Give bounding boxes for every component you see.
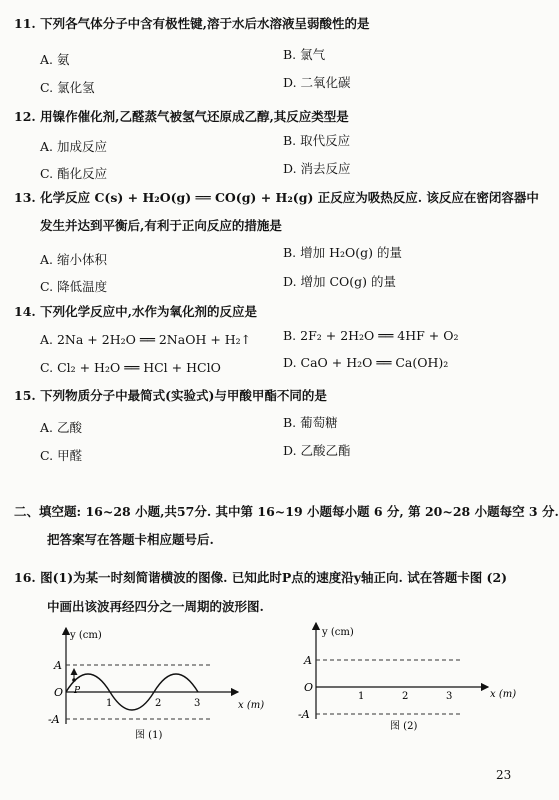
fig1-tick-2: 2	[155, 698, 162, 709]
fig2-amp-neg-a: -A	[298, 708, 310, 721]
fig2-tick-2: 2	[402, 691, 409, 702]
q15-stem: 15. 下列物质分子中最简式(实验式)与甲酸甲酯不同的是	[14, 388, 327, 403]
q14-stem: 14. 下列化学反应中,水作为氧化剂的反应是	[14, 304, 257, 319]
q11-option-c: C. 氯化氢	[40, 80, 95, 95]
q15-option-d: D. 乙酸乙酯	[283, 443, 351, 458]
section2-line1: 二、填空题: 16~28 小题,共57分. 其中第 16~19 小题每小题 6 分, 第 20~28 小题每空 3 分.	[14, 504, 559, 519]
q13-stem-line1: 13. 化学反应 C(s) + H₂O(g) ══ CO(g) + H₂(g) 正反应为吸热反应. 该反应在密闭容器中	[14, 190, 539, 205]
fig1-amp-a: A	[54, 659, 62, 672]
q11-option-d: D. 二氧化碳	[283, 75, 351, 90]
q14-option-b: B. 2F₂ + 2H₂O ══ 4HF + O₂	[283, 328, 459, 343]
q11-option-b: B. 氯气	[283, 47, 326, 62]
page-number: 23	[496, 768, 512, 782]
q15-option-b: B. 葡萄糖	[283, 415, 338, 430]
q12-option-a: A. 加成反应	[40, 139, 107, 154]
fig1-amp-neg-a: -A	[48, 713, 60, 726]
q16-line2: 中画出该波再经四分之一周期的波形图.	[47, 599, 264, 614]
q12-option-d: D. 消去反应	[283, 161, 351, 176]
q13-option-b: B. 增加 H₂O(g) 的量	[283, 245, 402, 260]
q12-option-c: C. 酯化反应	[40, 166, 108, 181]
q12-option-b: B. 取代反应	[283, 133, 351, 148]
q13-option-a: A. 缩小体积	[40, 252, 107, 267]
fig1-tick-1: 1	[106, 698, 113, 709]
q15-option-c: C. 甲醛	[40, 448, 83, 463]
figure-1	[0, 620, 265, 750]
figure-2	[290, 615, 530, 745]
fig2-x-label: x (m)	[490, 689, 517, 700]
fig1-caption: 图 (1)	[135, 730, 163, 741]
fig2-tick-1: 1	[358, 691, 365, 702]
q14-option-a: A. 2Na + 2H₂O ══ 2NaOH + H₂↑	[40, 332, 252, 347]
fig1-tick-3: 3	[194, 698, 201, 709]
q11-stem: 11. 下列各气体分子中含有极性键,溶于水后水溶液呈弱酸性的是	[14, 16, 370, 31]
q13-option-d: D. 增加 CO(g) 的量	[283, 274, 397, 289]
fig1-origin: O	[54, 686, 64, 699]
fig1-y-label: y (cm)	[70, 630, 102, 641]
q13-option-c: C. 降低温度	[40, 279, 108, 294]
q11-option-a: A. 氨	[40, 52, 70, 67]
fig2-amp-a: A	[304, 654, 312, 667]
q14-option-d: D. CaO + H₂O ══ Ca(OH)₂	[283, 355, 449, 370]
fig2-tick-3: 3	[446, 691, 453, 702]
fig1-p-label: P	[74, 686, 81, 696]
q16-line1: 16. 图(1)为某一时刻简谐横波的图像. 已知此时P点的速度沿y轴正向. 试在答题卡图 (2)	[14, 570, 508, 585]
q15-option-a: A. 乙酸	[40, 420, 82, 435]
q12-stem: 12. 用镍作催化剂,乙醛蒸气被氢气还原成乙醇,其反应类型是	[14, 109, 349, 124]
q14-option-c: C. Cl₂ + H₂O ══ HCl + HClO	[40, 360, 221, 375]
fig2-caption: 图 (2)	[390, 721, 418, 732]
fig2-origin: O	[304, 681, 314, 694]
section2-line2: 把答案写在答题卡相应题号后.	[47, 532, 214, 547]
fig2-y-label: y (cm)	[322, 627, 354, 638]
q13-stem-line2: 发生并达到平衡后,有利于正向反应的措施是	[40, 218, 282, 233]
fig1-x-label: x (m)	[238, 700, 265, 711]
